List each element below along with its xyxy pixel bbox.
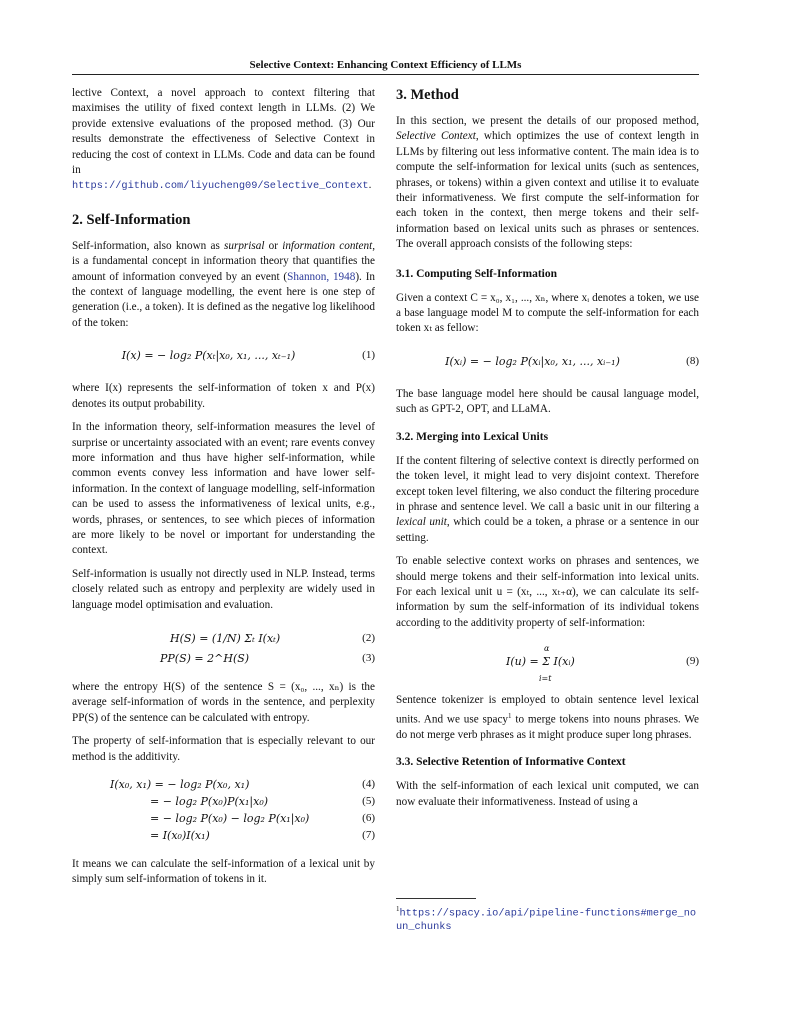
- right-column: [396, 86, 699, 818]
- github-link[interactable]: https://github.com/liyucheng09/Selective_Context: [72, 180, 369, 193]
- header-rule: [72, 74, 699, 75]
- s2-paragraph-1: Self-information, also known as surprisal or information content, is a fundamental concept in information theory that quantifies the amount of information conveyed by an event (Shannon, 1948). In the context of language modelling, the event here is one step of generation (i.e., a token). It is defined as the negative log likelihood of the token:: [72, 239, 376, 329]
- subsection-3-3-title: 3.3. Selective Retention of Informative Context: [396, 756, 626, 769]
- section-2-title: 2. Self-Information: [72, 211, 191, 228]
- section-3-title: 3. Method: [396, 87, 459, 103]
- s32-paragraph-3: Sentence tokenizer is employed to obtain sentence level lexical units. And we use spacy$^1$ to merge tokens into nouns phrases. We do not merge verb phrases as it might produce super long phrases.: [396, 694, 699, 741]
- subsection-3-2-title: 3.2. Merging into Lexical Units: [396, 430, 549, 443]
- s2-paragraph-7: It means we can calculate the self-information of a lexical unit by simply sum self-information of tokens in it.: [72, 858, 375, 886]
- equations-2-3: H(S) = (1/N) Σₜ I(xₜ) (2) PP(S) = 2^H(S) (3): [160, 631, 375, 665]
- s31-paragraph-1: Given a context C = x₀, x₁, ..., xₙ, where xᵢ denotes a token, we use a base language model M to compute the self-information for each token xₜ as fellow:: [396, 291, 699, 335]
- equations-4-7: I(x₀, x₁) = − log₂ P(x₀, x₁) (4) = − log₂ P(x₀)P(x₁|x₀) (5) = − log₂ P(x₀) − log₂ P(x₁|x₀) (6) = I(x₀)I(x₁) (7): [110, 778, 375, 842]
- equation-1: I(x) = − log₂ P(xₜ|x₀, x₁, ..., xₜ₋₁) (1): [121, 349, 375, 363]
- footnote-mark[interactable]: 1: [508, 711, 512, 720]
- subsection-3-1-title: 3.1. Computing Self-Information: [396, 267, 558, 280]
- s2-paragraph-2: where I(x) represents the self-information of token x and P(x) denotes its output probability.: [72, 382, 375, 410]
- s33-paragraph-1: With the self-information of each lexical unit computed, we can now evaluate their informativeness. Instead of using a: [396, 780, 699, 808]
- s2-paragraph-3: In the information theory, self-information measures the level of surprise or uncertainty associated with an event; rare events convey more information and thus have higher self-information, while common events convey less information and have lower self-information. In the context of language modelling, self-information can be used to assess the informativeness of lexical units, e.g., words, phrases, or sentences, to see which pieces of information are more likely to be novel or important for understanding the context.: [72, 421, 375, 557]
- footnote-rule: [396, 898, 476, 899]
- s2-paragraph-5: where the entropy H(S) of the sentence S = (x₀, ..., xₙ) is the average self-information of words in the sentence, and perplexity PP(S) of the sentence can be calculated with entropy.: [72, 680, 375, 724]
- s32-paragraph-2: To enable selective context works on phrases and sentences, we should merge tokens and their self-information into lexical units. For each lexical unit u = (xₜ, ..., xₜ₊α), we can calculate its self-information by sum the self-information of its individual tokens according to the additivity property of self-information:: [396, 555, 699, 629]
- equation-8: I(xᵢ) = − log₂ P(xᵢ|x₀, x₁, ..., xᵢ₋₁) (8): [445, 354, 699, 368]
- spacy-link[interactable]: https://spacy.io/api/pipeline-functions#merge_noun_chunks: [396, 907, 697, 934]
- s31-paragraph-2: The base language model here should be causal language model, such as GPT-2, OPT, and LLaMA.: [396, 387, 699, 416]
- s32-paragraph-1: If the content filtering of selective context is directly performed on the token level, it might lead to very disjoint context. Therefore except token level filtering, we also conduct the filtering procedure in phrase and sentence level. We call a basic unit in our filtering a lexical unit, which could be a token, a phrase or a sentence in our setting.: [396, 454, 699, 544]
- left-column: [72, 86, 375, 896]
- footnote: $^1$https://spacy.io/api/pipeline-functions#merge_noun_chunks: [396, 905, 697, 934]
- s3-paragraph-1: In this section, we present the details of our proposed method, Selective Context, which optimizes the use of context length in LLMs by filtering out less informative content. The main idea is to compute the self-information for lexical units (such as sentences, phrases, or tokens) within a given context and utilise it to evaluate their informativeness. We first compute the self-information for each token in the context, then merge tokens and their self-information based on lexical units such as phrases or sentences. The overall approach consists of the following steps:: [396, 115, 699, 251]
- s2-paragraph-6: The property of self-information that is especially relevant to our method is the additivity.: [72, 735, 375, 763]
- s2-paragraph-4: Self-information is usually not directly used in NLP. Instead, terms closely related such as entropy and perplexity are widely used in language model optimisation and evaluation.: [72, 567, 375, 611]
- running-header: Selective Context: Enhancing Context Efficiency of LLMs: [249, 59, 522, 71]
- intro-paragraph: lective Context, a novel approach to context filtering that maximises the utility of fixed context length in LLMs. (2) We provide extensive evaluations of the proposed method. (3) Our results demonstrate the effectiveness of Selective Context in reducing the cost of context in LLMs. Code and data can be found in https://github.com/liyucheng09/Selective_Context.: [72, 87, 375, 193]
- citation-shannon[interactable]: Shannon, 1948: [287, 270, 356, 283]
- equation-9: α I(u) = Σ I(xᵢ) i=t (9): [506, 644, 699, 684]
